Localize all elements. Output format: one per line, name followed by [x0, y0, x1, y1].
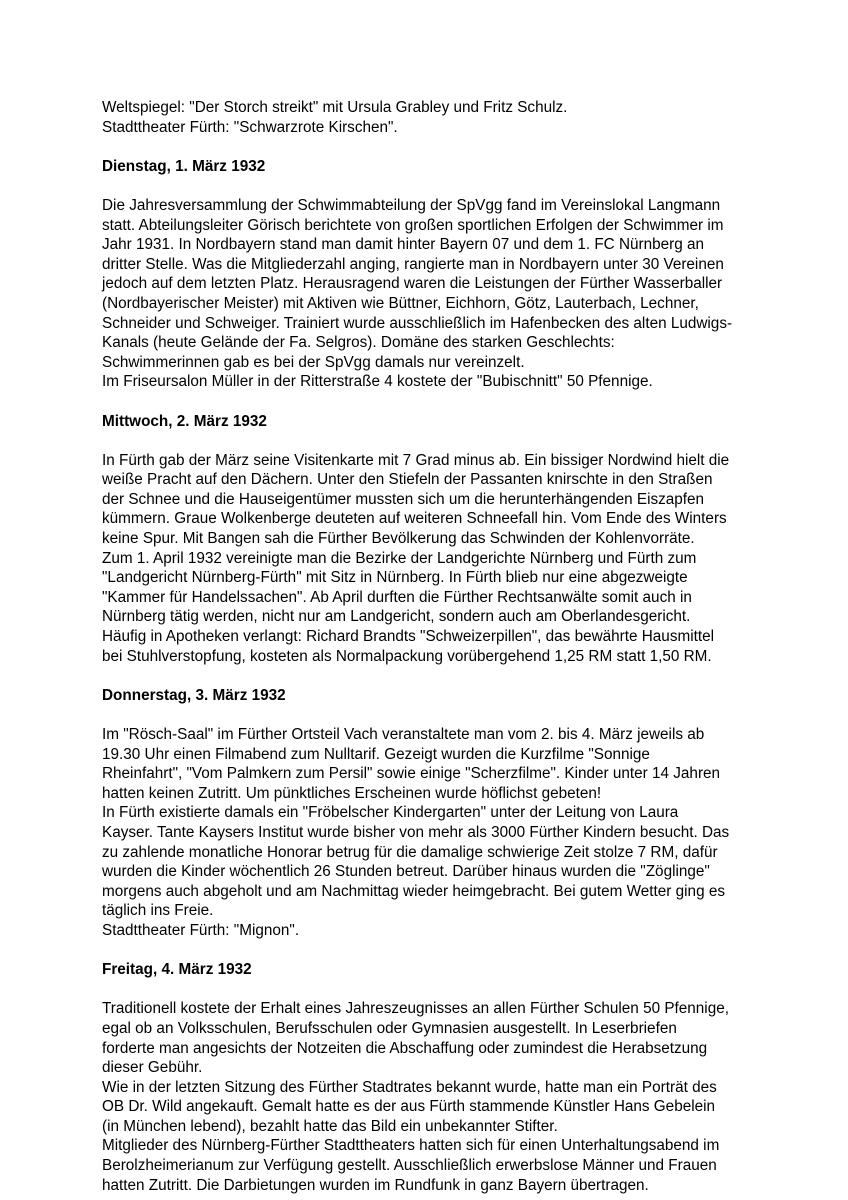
body-line: Die Jahresversammlung der Schwimmabteilung der SpVgg fand im Vereinslokal Langmann: [102, 196, 721, 214]
body-line: (Nordbayerischer Meister) mit Aktiven wie Büttner, Eichhorn, Götz, Lauterbach, Lechner,: [102, 294, 699, 312]
body-line: wurden die Kinder wöchentlich 26 Stunden betreut. Darüber hinaus wurden die "Zöglinge": [102, 863, 710, 881]
body-line: Wie in der letzten Sitzung des Fürther Stadtrates bekannt wurde, hatte man ein Porträt des: [102, 1078, 717, 1096]
body-line: Im Friseursalon Müller in der Ritterstraße 4 kostete der "Bubischnitt" 50 Pfennige.: [102, 373, 653, 391]
paragraph-gap: [102, 980, 762, 1000]
section-heading: Mittwoch, 2. März 1932: [102, 412, 267, 430]
paragraph-gap: [102, 392, 762, 412]
body-line: dieser Gebühr.: [102, 1059, 203, 1077]
paragraph-gap: [102, 431, 762, 451]
section-heading: Dienstag, 1. März 1932: [102, 157, 266, 175]
body-line: In Fürth existierte damals ein "Fröbelscher Kindergarten" unter der Leitung von Laura: [102, 804, 679, 822]
intro-block: [102, 98, 762, 137]
body-line: OB Dr. Wild angekauft. Gemalt hatte es der aus Fürth stammende Künstler Hans Gebelein: [102, 1098, 716, 1116]
paragraph-gap: [102, 705, 762, 725]
body-line: täglich ins Freie.: [102, 902, 214, 920]
section-mittwoch: [102, 412, 762, 667]
body-line: Kayser. Tante Kaysers Institut wurde bisher von mehr als 3000 Fürther Kindern besucht. Das: [102, 823, 730, 841]
body-line: Kanals (heute Gelände der Fa. Selgros). Domäne des starken Geschlechts:: [102, 334, 615, 352]
body-line: keine Spur. Mit Bangen sah die Fürther Bevölkerung das Schwinden der Kohlenvorräte.: [102, 530, 695, 548]
section-freitag: [102, 960, 762, 1195]
body-line: kümmern. Graue Wolkenberge deuteten auf weiteren Schneefall hin. Vom Ende des Winters: [102, 510, 727, 528]
body-line: forderte man angesichts der Notzeiten die Abschaffung oder zumindest die Herabsetzung: [102, 1039, 708, 1057]
body-line: Zum 1. April 1932 vereinigte man die Bezirke der Landgerichte Nürnberg und Fürth zum: [102, 549, 697, 567]
body-line: hatten keinen Zutritt. Um pünktliches Erscheinen wurde höflichst gebeten!: [102, 784, 602, 802]
body-line: Mitglieder des Nürnberg-Fürther Stadttheaters hatten sich für einen Unterhaltungsabend im: [102, 1137, 720, 1155]
paragraph-gap: [102, 176, 762, 196]
body-line: hatten Zutritt. Die Darbietungen wurden im Rundfunk in ganz Bayern übertragen.: [102, 1176, 649, 1194]
body-line: Jahr 1931. In Nordbayern stand man damit hinter Bayern 07 und dem 1. FC Nürnberg an: [102, 236, 705, 254]
section-dienstag: [102, 157, 762, 392]
section-donnerstag: [102, 686, 762, 941]
body-line: egal ob an Volksschulen, Berufsschulen oder Gymnasien ausgestellt. In Leserbriefen: [102, 1019, 677, 1037]
paragraph-gap: [102, 941, 762, 961]
body-line: Stadttheater Fürth: "Mignon".: [102, 921, 300, 939]
paragraph-gap: [102, 137, 762, 157]
body-line: weiße Pracht auf den Dächern. Unter den Stiefeln der Passanten knirschte in den Straßen: [102, 471, 713, 489]
body-line: der Schnee und die Hauseigentümer mussten sich um die herunterhängenden Eiszapfen: [102, 490, 705, 508]
body-line: bei Stuhlverstopfung, kosteten als Normalpackung vorübergehend 1,25 RM statt 1,50 RM.: [102, 647, 712, 665]
body-line: statt. Abteilungsleiter Görisch berichtete von großen sportlichen Erfolgen der Schwimmer im: [102, 216, 724, 234]
body-line: Traditionell kostete der Erhalt eines Jahreszeugnisses an allen Fürther Schulen 50 Pfennige,: [102, 1000, 729, 1018]
body-line: 19.30 Uhr einen Filmabend zum Nulltarif. Gezeigt wurden die Kurzfilme "Sonnige: [102, 745, 650, 763]
body-line: morgens auch abgeholt und am Nachmittag wieder heimgebracht. Bei gutem Wetter ging es: [102, 882, 725, 900]
body-line: Häufig in Apotheken verlangt: Richard Brandts "Schweizerpillen", das bewährte Hausmittel: [102, 628, 715, 646]
body-line: Berolzheimerianum zur Verfügung gestellt. Ausschließlich erwerbslose Männer und Frauen: [102, 1157, 717, 1175]
body-line: zu zahlende monatliche Honorar betrug für die damalige schwierige Zeit stolze 7 RM, dafür: [102, 843, 718, 861]
body-line: Schneider und Schweiger. Trainiert wurde ausschließlich im Hafenbecken des alten Ludwigs-: [102, 314, 733, 332]
intro-line: Weltspiegel: "Der Storch streikt" mit Ursula Grabley und Fritz Schulz.: [102, 99, 568, 116]
body-line: Schwimmerinnen gab es bei der SpVgg damals nur vereinzelt.: [102, 353, 525, 371]
body-line: (in München lebend), bezahlt hatte das Bild ein unbekannter Stifter.: [102, 1117, 558, 1135]
document-page: [102, 98, 762, 1195]
intro-line: Stadttheater Fürth: "Schwarzrote Kirschen".: [102, 118, 398, 136]
section-heading: Donnerstag, 3. März 1932: [102, 686, 286, 704]
body-line: dritter Stelle. Was die Mitgliederzahl anging, rangierte man in Nordbayern unter 30 Vereinen: [102, 255, 724, 273]
body-line: Rheinfahrt", "Vom Palmkern zum Persil" sowie einige "Scherzfilme". Kinder unter 14 Jahren: [102, 765, 721, 783]
body-line: "Kammer für Handelssachen". Ab April durften die Fürther Rechtsanwälte somit auch in: [102, 588, 692, 606]
body-line: Im "Rösch-Saal" im Fürther Ortsteil Vach veranstaltete man vom 2. bis 4. März jeweils ab: [102, 726, 705, 743]
body-line: "Landgericht Nürnberg-Fürth" mit Sitz in Nürnberg. In Fürth blieb nur eine abgezweigte: [102, 569, 688, 587]
body-line: jedoch auf dem letzten Platz. Herausragend waren die Leistungen der Fürther Wasserballer: [102, 275, 723, 293]
body-line: Nürnberg tätig werden, nicht nur am Landgericht, sondern auch am Oberlandesgericht.: [102, 608, 691, 626]
body-line: In Fürth gab der März seine Visitenkarte mit 7 Grad minus ab. Ein bissiger Nordwind hielt die: [102, 451, 730, 469]
section-heading: Freitag, 4. März 1932: [102, 961, 252, 979]
paragraph-gap: [102, 666, 762, 686]
